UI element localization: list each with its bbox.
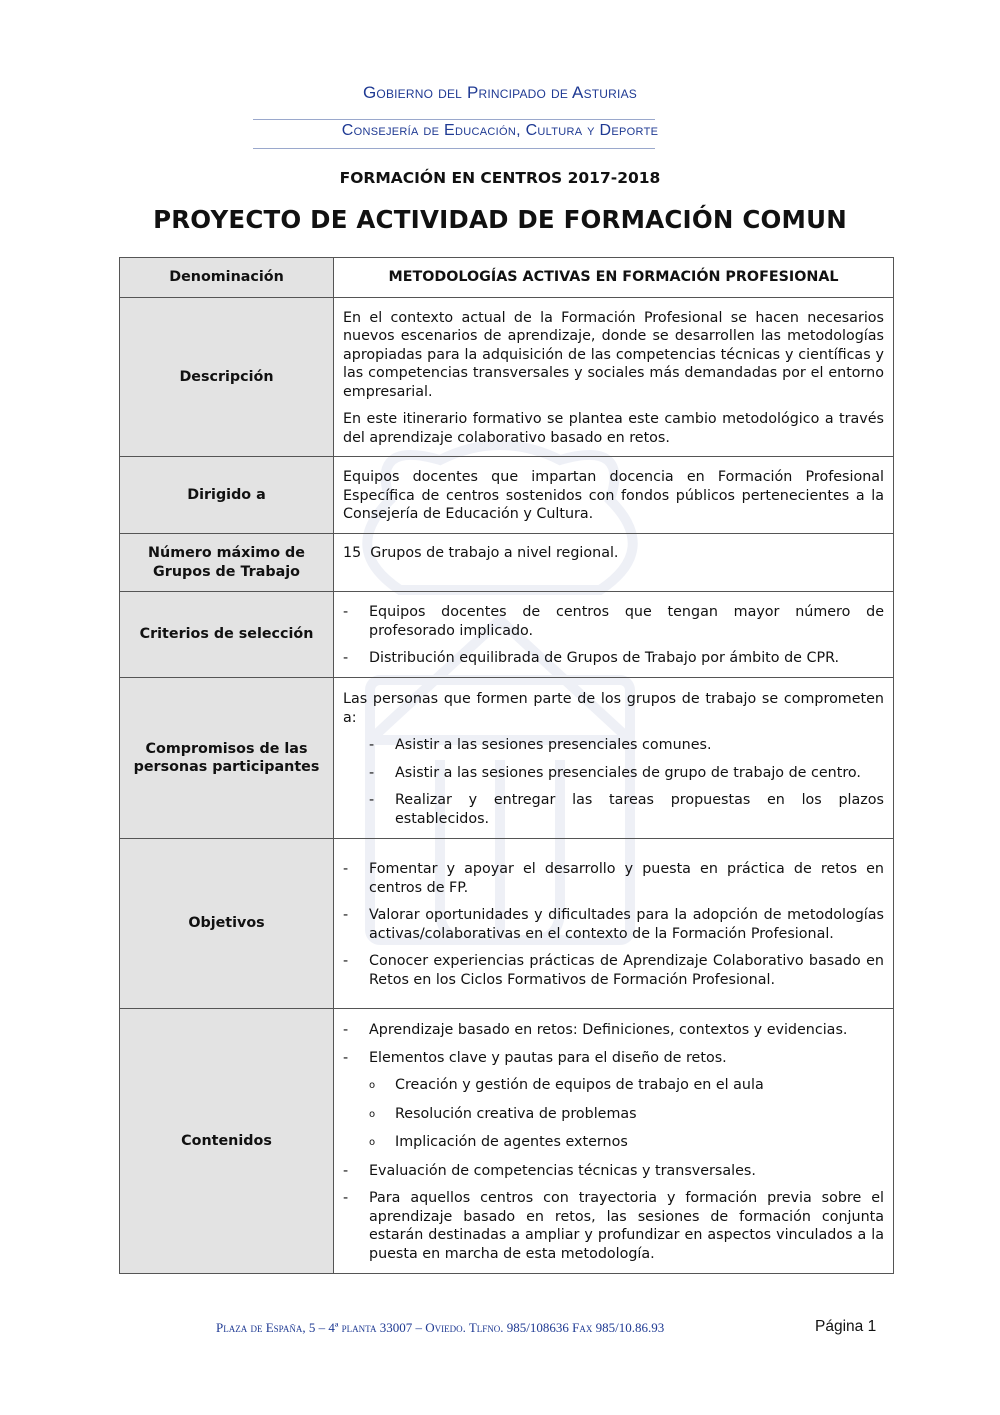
list-item <box>343 906 884 943</box>
list-item <box>369 791 884 828</box>
label-compromisos: Compromisos de las personas participantes <box>120 678 334 839</box>
dash-bullet-icon: - <box>343 604 349 621</box>
label-contenidos: Contenidos <box>120 1009 334 1274</box>
label-denominacion: Denominación <box>120 258 334 298</box>
label-objetivos: Objetivos <box>120 839 334 1009</box>
item-text: Conocer experiencias prácticas de Aprendizaje Colaborativo basado en Retos en los Ciclos Formativos de Formación Profesional. <box>369 953 884 988</box>
dash-bullet-icon: - <box>369 764 375 781</box>
value-numero-maximo: 15 Grupos de trabajo a nivel regional. <box>334 534 894 592</box>
sub-list-item <box>369 1076 884 1096</box>
list-item <box>343 603 884 640</box>
row-numero-maximo <box>120 534 894 592</box>
item-text: Creación y gestión de equipos de trabajo en el aula <box>395 1077 764 1093</box>
list-item <box>343 1189 884 1263</box>
sub-list-item <box>369 1105 884 1125</box>
row-dirigido <box>120 457 894 534</box>
item-text: Elementos clave y pautas para el diseño de retos. <box>369 1049 727 1066</box>
list-item <box>343 860 884 897</box>
dash-bullet-icon: - <box>343 907 349 923</box>
dash-bullet-icon: - <box>343 650 349 667</box>
sub-list-item <box>369 1133 884 1153</box>
label-dirigido: Dirigido a <box>120 457 334 534</box>
label-criterios: Criterios de selección <box>120 592 334 678</box>
descripcion-paragraph: En este itinerario formativo se plantea este cambio metodológico a través del aprendizaje colaborativo basado en retos. <box>343 411 884 446</box>
descripcion-paragraph: En el contexto actual de la Formación Profesional se hacen necesarios nuevos escenarios de aprendizaje, donde se desarrollen las metodologías apropiadas para la adquisición de las competencias técnicas y científicas y las competencias transversales y sociales más demandadas por el entorno empresarial. <box>343 309 884 400</box>
dirigido-text: Equipos docentes que impartan docencia en Formación Profesional Específica de centros sostenidos con fondos públicos pertenecientes a la Consejería de Educación y Cultura. <box>343 469 884 523</box>
value-denominacion: METODOLOGÍAS ACTIVAS EN FORMACIÓN PROFESIONAL <box>334 258 894 298</box>
value-contenidos <box>334 1009 894 1274</box>
item-text: Distribución equilibrada de Grupos de Trabajo por ámbito de CPR. <box>369 650 840 667</box>
item-text: Asistir a las sesiones presenciales comunes. <box>395 737 712 753</box>
label-numero-maximo: Número máximo de Grupos de Trabajo <box>120 534 334 592</box>
compromisos-intro: Las personas que formen parte de los grupos de trabajo se comprometen a: <box>343 691 884 726</box>
label-descripcion: Descripción <box>120 298 334 457</box>
value-compromisos <box>334 678 894 839</box>
item-text: Realizar y entregar las tareas propuestas en los plazos establecidos. <box>395 792 884 827</box>
item-text: Para aquellos centros con trayectoria y formación previa sobre el aprendizaje basado en retos, las sesiones de formación conjunta estarán destinadas a ampliar y profundizar en aspectos vinculados a la puesta en marcha de esta metodología. <box>369 1190 884 1262</box>
dash-bullet-icon: - <box>343 953 349 969</box>
document-subtitle: FORMACIÓN EN CENTROS 2017-2018 <box>339 169 661 187</box>
list-item <box>343 1021 884 1040</box>
value-dirigido <box>334 457 894 534</box>
value-descripcion <box>334 298 894 457</box>
list-item <box>369 736 884 755</box>
dash-bullet-icon: - <box>343 1022 349 1038</box>
dash-bullet-icon: - <box>343 1049 349 1066</box>
item-text: Aprendizaje basado en retos: Definiciones, contextos y evidencias. <box>369 1022 848 1038</box>
list-item <box>343 649 884 668</box>
item-text: Implicación de agentes externos <box>395 1134 628 1150</box>
dash-bullet-icon: - <box>343 861 349 877</box>
row-objetivos <box>120 839 894 1009</box>
dash-bullet-icon: - <box>343 1190 349 1206</box>
activity-table <box>119 257 894 1274</box>
header-divider-bottom <box>253 148 655 149</box>
government-header: Gobierno del Principado de Asturias <box>362 83 637 102</box>
dash-bullet-icon: - <box>343 1162 349 1179</box>
row-criterios <box>120 592 894 678</box>
item-text: Equipos docentes de centros que tengan mayor número de profesorado implicado. <box>369 604 884 639</box>
item-text: Evaluación de competencias técnicas y transversales. <box>369 1162 756 1179</box>
circle-bullet-icon: o <box>369 1137 376 1148</box>
department-header: Consejería de Educación, Cultura y Deporte <box>341 122 659 139</box>
circle-bullet-icon: o <box>369 1080 376 1091</box>
value-criterios <box>334 592 894 678</box>
item-text: Asistir a las sesiones presenciales de grupo de trabajo de centro. <box>395 764 861 781</box>
page-number: Página 1 <box>815 1318 877 1335</box>
row-compromisos <box>120 678 894 839</box>
row-denominacion <box>120 258 894 298</box>
item-text: Fomentar y apoyar el desarrollo y puesta en práctica de retos en centros de FP. <box>369 861 884 896</box>
item-text: Resolución creativa de problemas <box>395 1105 637 1122</box>
header-divider-top <box>253 119 655 120</box>
row-descripcion <box>120 298 894 457</box>
dash-bullet-icon: - <box>369 792 375 808</box>
list-item <box>343 1049 884 1068</box>
row-contenidos <box>120 1009 894 1274</box>
value-objetivos <box>334 839 894 1009</box>
document-title: PROYECTO DE ACTIVIDAD DE FORMACIÓN COMUN <box>153 205 847 234</box>
footer-address: Plaza de España, 5 – 4ª planta 33007 – Oviedo. Tlfno. 985/108636 Fax 985/10.86.93 <box>216 1320 665 1335</box>
list-item <box>343 952 884 989</box>
item-text: Valorar oportunidades y dificultades para la adopción de metodologías activas/colaborativas en el contexto de la Formación Profesional. <box>369 907 884 942</box>
dash-bullet-icon: - <box>369 737 375 753</box>
list-item <box>369 764 884 783</box>
list-item <box>343 1162 884 1181</box>
circle-bullet-icon: o <box>369 1108 376 1120</box>
